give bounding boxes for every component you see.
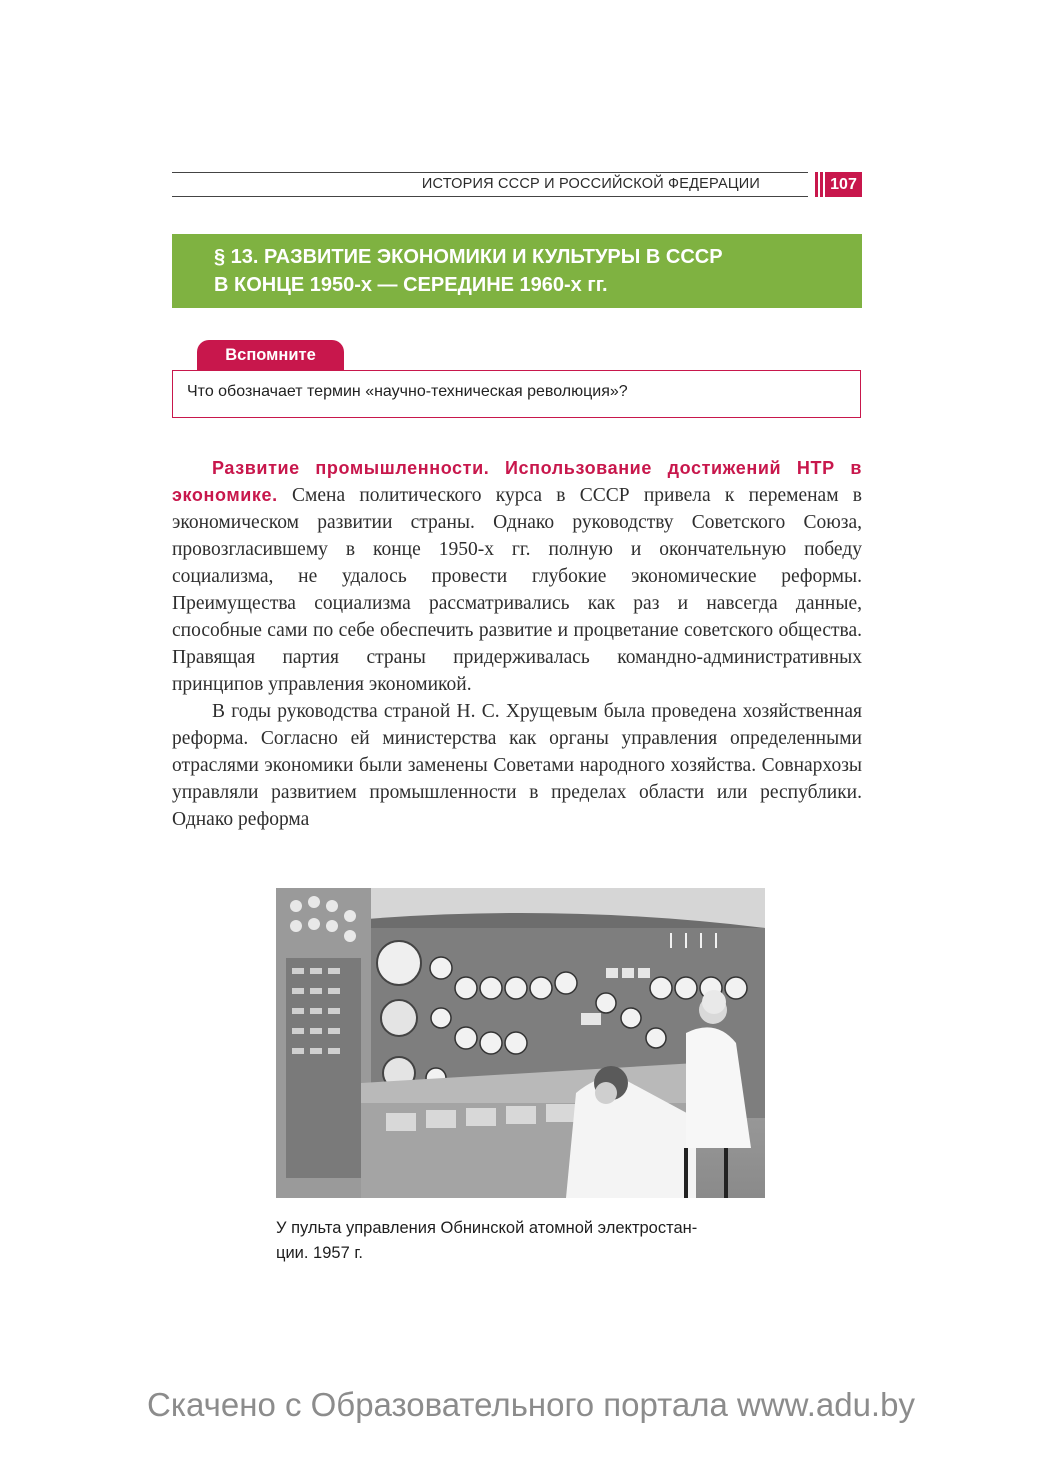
caption-line2: ции. 1957 г. [276,1244,363,1262]
caption-line1: У пульта управления Обнинской атомной электростан- [276,1219,698,1237]
header-rule-bottom [172,196,808,197]
photo-illustration [276,888,765,1198]
download-watermark: Скачено с Образовательного портала www.adu.by [147,1386,915,1423]
paragraph [172,698,862,833]
recall-box [172,370,861,418]
section-title-line2: В КОНЦЕ 1950-х — СЕРЕДИНЕ 1960-х гг. [214,274,608,296]
section-title [214,243,842,299]
page-number: 107 [825,172,862,197]
running-header [172,172,862,198]
header-accent-bar [820,172,823,197]
header-accent-bar [815,172,818,197]
control-room-photo [276,888,765,1198]
paragraph-text: Смена политического курса в СССР привела к переменам в экономическом развитии страны. Однако руководству Советского Союза, провозгласившему в конце 1950-х гг. полную и окончательную победу социализма, не удалось провести глубокие экономические реформы. Преимущества социализма рассматривались как раз и навсегда данные, способные сами по себе обеспечить развитие и процветание советского общества. Правящая партия страны придерживалась командно-административных принципов управления экономикой. [172,485,862,695]
section-title-line1: § 13. РАЗВИТИЕ ЭКОНОМИКИ И КУЛЬТУРЫ В СССР [214,246,723,268]
header-title: ИСТОРИЯ СССР И РОССИЙСКОЙ ФЕДЕРАЦИИ [421,176,760,192]
recall-question: Что обозначает термин «научно-техническая революция»? [187,383,628,400]
paragraph-text: В годы руководства страной Н. С. Хрущевым была проведена хозяйственная реформа. Согласно ей министерства как органы управления определенными отраслями экономики были заменены Советами народного хозяйства. Совнархозы управляли развитием промышленности в пределах области или республики. Однако реформа [172,701,862,830]
recall-label: Вспомните [197,340,344,371]
paragraph-lead: Развитие промышленности. Использование достижений НТР в экономике. [172,458,862,505]
section-title-banner [172,234,862,308]
figure-caption [276,1216,776,1266]
header-rule-top [172,172,808,173]
body-text [172,455,862,833]
paragraph [172,455,862,698]
